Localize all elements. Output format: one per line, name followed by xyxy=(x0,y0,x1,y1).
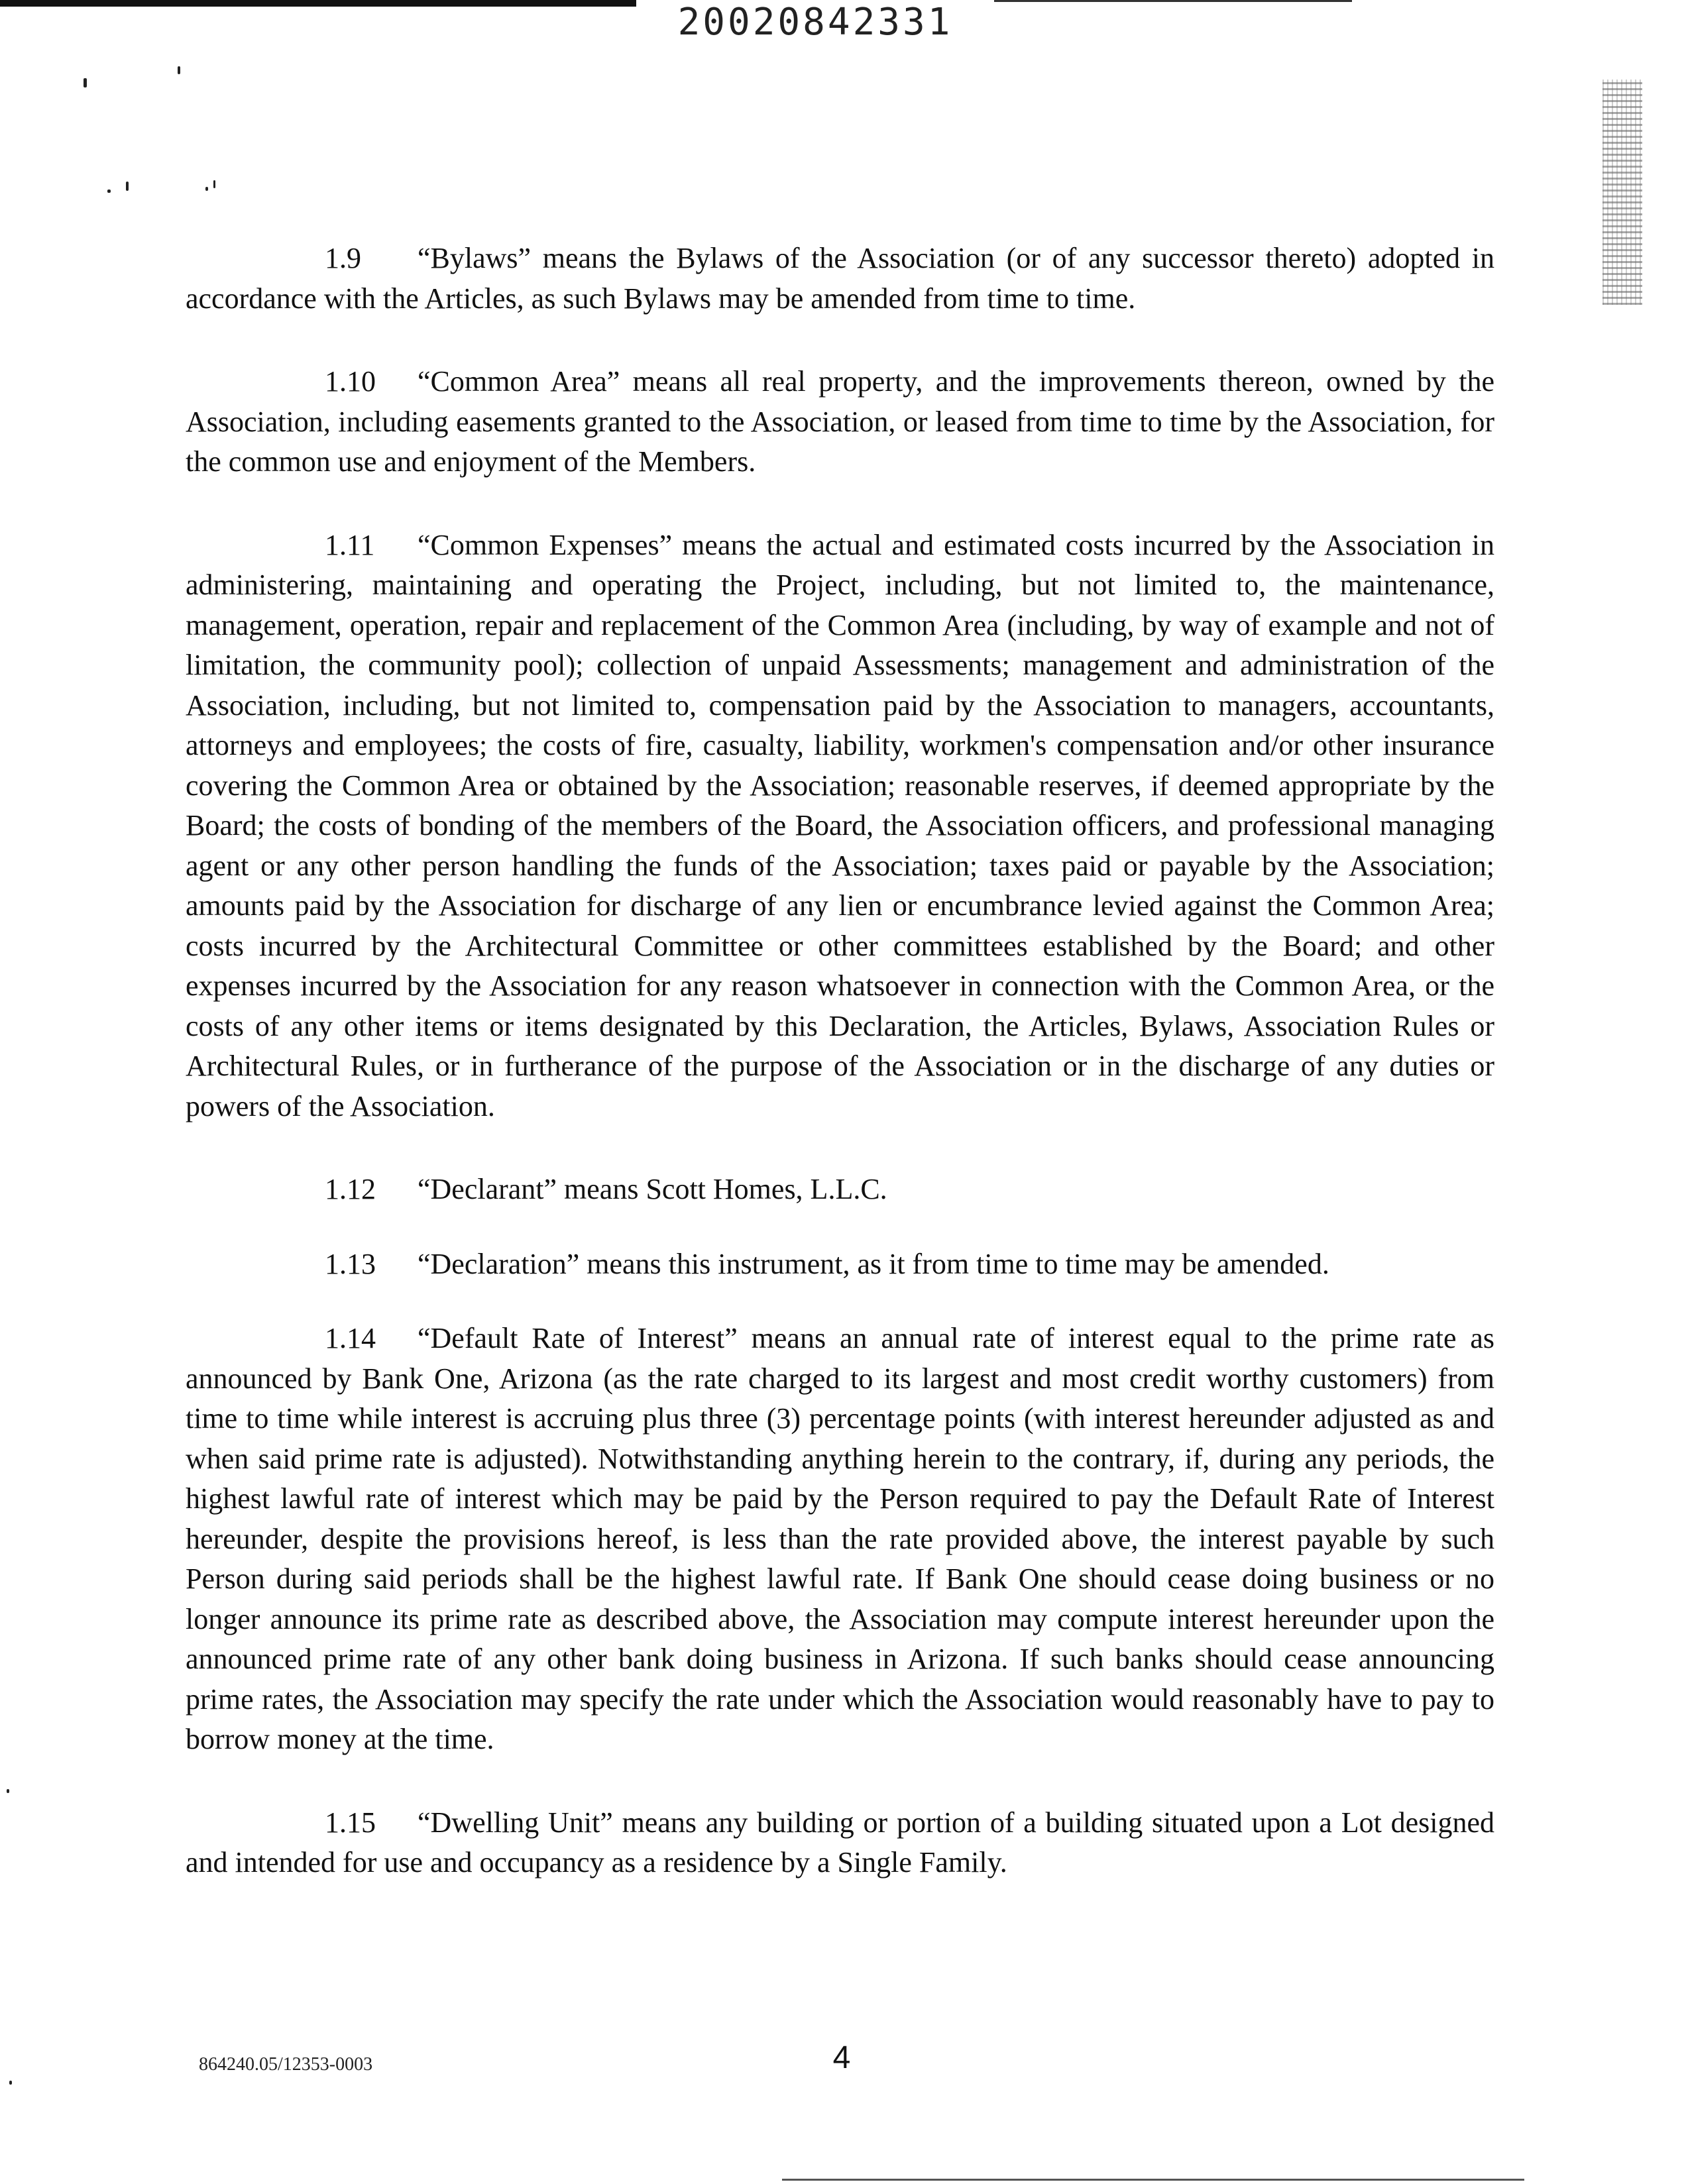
top-rule xyxy=(0,0,636,7)
section-text: “Common Expenses” means the actual and estimated costs incurred by the Association in administering, maintaining and operating the Project, including, but not limited to, the maintenance, management, operation, repair and replacement of the Common Area (including, by way of example and not of limitation, the community pool); collection of unpaid Assessments; management and administration of the Association, including, but not limited to, compensation paid by the Association to managers, accountants, attorneys and employees; the costs of fire, casualty, liability, workmen's compensation and/or other insurance covering the Common Area or obtained by the Association; reasonable reserves, if deemed appropriate by the Board; the costs of bonding of the members of the Board, the Association officers, and professional managing agent or any other person handling the funds of the Association; taxes paid or payable by the Association; amounts paid by the Association for discharge of any lien or encumbrance levied against the Common Area; costs incurred by the Architectural Committee or other committees established by the Board; and other expenses incurred by the Association for any reason whatsoever in connection with the Common Area, or the costs of any other items or items designated by this Declaration, the Articles, Bylaws, Association Rules or Architectural Rules, or in furtherance of the purpose of the Association or in the discharge of any duties or powers of the Association. xyxy=(186,528,1494,1122)
section-text: “Declarant” means Scott Homes, L.L.C. xyxy=(418,1173,887,1205)
section-1-13 xyxy=(186,1244,1494,1285)
scan-speck xyxy=(7,1789,9,1793)
section-number: 1.9 xyxy=(325,242,361,274)
section-number: 1.10 xyxy=(325,365,376,398)
bottom-rule xyxy=(782,2179,1524,2181)
section-text: “Common Area” means all real property, and the improvements thereon, owned by the Association, including easements granted to the Association, or leased from time to time by the Association, for the common use and enjoyment of the Members. xyxy=(186,365,1494,478)
section-1-15 xyxy=(186,1803,1494,1883)
section-1-10 xyxy=(186,362,1494,482)
section-number: 1.13 xyxy=(325,1247,376,1280)
document-code: 864240.05/12353-0003 xyxy=(199,2054,373,2075)
scan-speck xyxy=(213,180,215,188)
section-text: “Bylaws” means the Bylaws of the Association (or of any successor thereto) adopted in accordance with the Articles, as such Bylaws may be amended from time to time. xyxy=(186,242,1494,315)
section-1-11 xyxy=(186,525,1494,1127)
section-text: “Declaration” means this instrument, as it from time to time may be amended. xyxy=(418,1247,1329,1280)
section-number: 1.14 xyxy=(325,1322,376,1354)
section-number: 1.12 xyxy=(325,1173,376,1205)
section-1-12 xyxy=(186,1170,1494,1210)
scan-speck xyxy=(9,2081,12,2085)
side-stamp-mark xyxy=(1602,80,1642,305)
section-number: 1.15 xyxy=(325,1806,376,1839)
section-1-9 xyxy=(186,239,1494,319)
section-1-14 xyxy=(186,1319,1494,1760)
document-body xyxy=(186,239,1494,1926)
scan-speck xyxy=(178,66,180,74)
scan-speck xyxy=(205,187,208,191)
section-number: 1.11 xyxy=(325,528,375,561)
scan-speck xyxy=(84,78,87,87)
section-text: “Dwelling Unit” means any building or portion of a building situated upon a Lot designed and intended for use and occupancy as a residence by a Single Family. xyxy=(186,1806,1494,1879)
recording-number: 20020842331 xyxy=(677,1,953,44)
scan-speck xyxy=(107,190,111,193)
page-number: 4 xyxy=(832,2040,851,2075)
top-rule-right xyxy=(994,0,1352,2)
section-text: “Default Rate of Interest” means an annual rate of interest equal to the prime rate as announced by Bank One, Arizona (as the rate charged to its largest and most credit worthy customers) from time to time while interest is accruing plus three (3) percentage points (with interest hereunder adjusted as and when said prime rate is adjusted). Notwithstanding anything herein to the contrary, if, during any periods, the highest lawful rate of interest which may be paid by the Person required to pay the Default Rate of Interest hereunder, despite the provisions hereof, is less than the rate provided above, the interest payable by such Person during said periods shall be the highest lawful rate. If Bank One should cease doing business or no longer announce its prime rate as described above, the Association may compute interest hereunder upon the announced prime rate of any other bank doing business in Arizona. If such banks should cease announcing prime rates, the Association may specify the rate under which the Association would reasonably have to pay to borrow money at the time. xyxy=(186,1322,1494,1755)
scan-speck xyxy=(126,182,129,191)
